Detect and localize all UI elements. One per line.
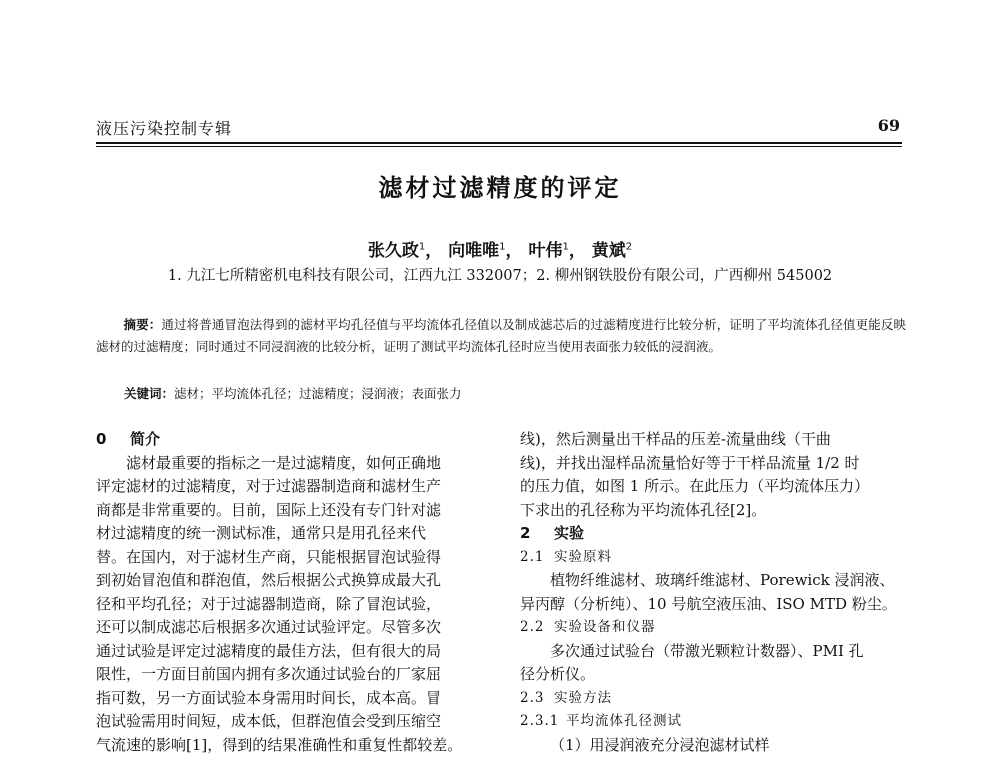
author-list: 张久政$^1$， 向唯唯$^1$， 叶伟$^1$， 黄斌$^2$: [367, 241, 633, 261]
left-column: [96, 428, 486, 757]
affiliations: 1. 九江七所精密机电科技有限公司，江西九江 332007；2. 柳州钢铁股份有限公司，广西柳州 545002: [167, 268, 833, 284]
body-line: 滤材最重要的指标之一是过滤精度，如何正确地: [126, 453, 442, 472]
body-line: 材过滤精度的统一测试标准，通常只是用孔径来代: [96, 524, 427, 542]
author-affiliation-mark: 1: [499, 241, 506, 253]
body-line: 径和平均孔径；对于过滤器制造商，除了冒泡试验，: [96, 594, 442, 613]
body-line: （1）用浸润液充分浸泡滤材试样: [550, 735, 770, 754]
subsection-title: 实验原料: [554, 548, 612, 565]
body-line: 下求出的孔径称为平均流体孔径[2]。: [520, 500, 767, 519]
subsection-heading: [520, 546, 908, 570]
subsection-title: 实验方法: [554, 689, 612, 706]
keywords: [124, 384, 462, 402]
author-name: 张久政: [367, 241, 419, 261]
section-title: 实验: [554, 524, 585, 542]
section-heading: [520, 522, 908, 546]
body-line: 线)，然后测量出干样品的压差-流量曲线（干曲: [520, 430, 831, 448]
abstract-text: 通过将普通冒泡法得到的滤材平均孔径值与平均流体孔径值以及制成滤芯后的过滤精度进行比较分析，证明了平均流体孔径值更能反映滤材的过滤精度；同时通过不同浸润液的比较分析，证明了测试平均流体孔径时应当使用表面张力较低的浸润液。: [96, 317, 906, 354]
body-line: 商都是非常重要的。目前，国际上还没有专门针对滤: [96, 500, 442, 519]
author-affiliation-mark: 1: [562, 241, 569, 253]
body-line: 替。在国内，对于滤材生产商，只能根据冒泡试验得: [96, 547, 442, 566]
body-line: 径分析仪。: [520, 665, 596, 683]
subsection-heading: [520, 687, 908, 711]
body-line: 异丙醇（分析纯）、10 号航空液压油、ISO MTD 粉尘。: [520, 594, 897, 613]
header-rule: [96, 142, 902, 144]
body-line: 通过试验是评定过滤精度的最佳方法，但有很大的局: [96, 641, 442, 660]
body-line: 指可数，另一方面试验本身需用时间长，成本高。冒: [96, 688, 442, 707]
body-line: 泡试验需用时间短，成本低，但群泡值会受到压缩空: [96, 712, 442, 730]
subsubsection-title: 平均流体孔径测试: [566, 713, 682, 729]
keywords-label: 关键词：: [124, 386, 175, 401]
body-line: 到初始冒泡值和群泡值，然后根据公式换算成最大孔: [96, 571, 442, 589]
author-name: 黄斌: [591, 241, 626, 261]
body-line: 限性，一方面目前国内拥有多次通过试验台的厂家屈: [96, 665, 442, 683]
author-affiliation-mark: 2: [625, 241, 633, 253]
body-line: 气流速的影响[1]，得到的结果准确性和重复性都较差。: [96, 735, 463, 754]
section-number: 0: [96, 430, 107, 448]
body-line: 的压力值，如图 1 所示。在此压力（平均流体压力）: [520, 477, 870, 495]
body-line: 还可以制成滤芯后根据多次通过试验评定。尽管多次: [96, 618, 442, 636]
subsubsection-heading: [520, 710, 908, 734]
subsection-heading: [520, 616, 908, 640]
body-line: 植物纤维滤材、玻璃纤维滤材、Porewick 浸润液、: [550, 571, 895, 589]
section-number: 2: [520, 524, 531, 542]
author-affiliation-mark: 1: [418, 241, 426, 253]
paper-title: 滤材过滤精度的评定: [378, 174, 622, 202]
keywords-text: 滤材；平均流体孔径；过滤精度；浸润液；表面张力: [174, 386, 462, 401]
subsection-title: 实验设备和仪器: [554, 619, 656, 635]
section-heading: [96, 428, 486, 452]
right-column: [520, 428, 908, 757]
author-name: 向唯唯: [448, 241, 500, 261]
abstract-label: 摘要：: [123, 317, 162, 332]
subsection-number: 2.2: [520, 619, 545, 635]
subsection-number: 2.1: [520, 548, 545, 565]
body-line: 线)，并找出湿样品流量恰好等于干样品流量 1/2 时: [520, 453, 860, 472]
section-title: 简介: [130, 430, 161, 448]
author-name: 叶伟: [528, 241, 563, 261]
subsection-number: 2.3: [520, 689, 545, 706]
page-number: 69: [877, 116, 900, 135]
body-line: 评定滤材的过滤精度，对于过滤器制造商和滤材生产: [96, 477, 442, 495]
header-rule-thin: [96, 146, 902, 147]
abstract: [96, 314, 906, 358]
body-line: 多次通过试验台（带激光颗粒计数器）、PMI 孔: [550, 641, 864, 660]
running-header-journal: 液压污染控制专辑: [96, 119, 233, 138]
subsubsection-number: 2.3.1: [520, 713, 560, 729]
